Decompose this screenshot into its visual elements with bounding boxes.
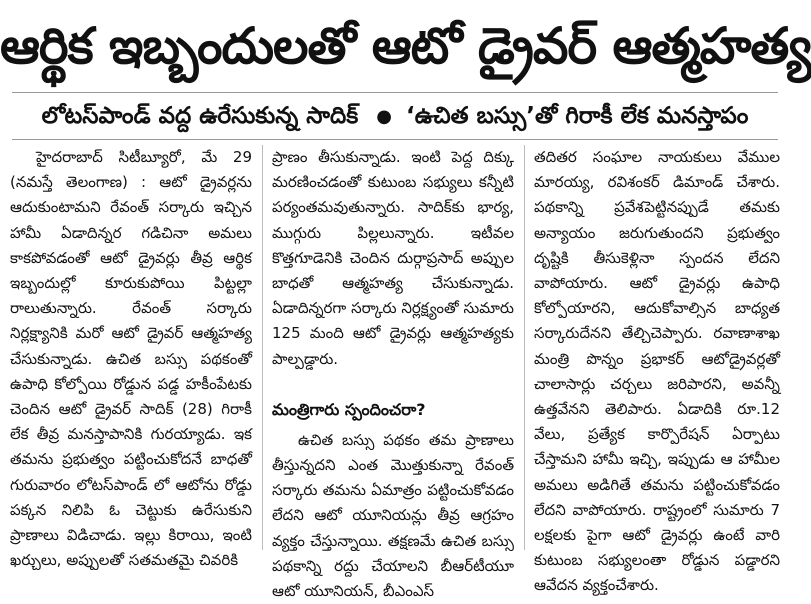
column-divider xyxy=(262,145,263,550)
column-2-paragraph-2: ఉచిత బస్సు పథకం తమ ప్రాణాలు తీస్తున్నదని ఎంత మొత్తుకున్నా రేవంత్ సర్కారు తమను ఏమాత్రం పట్టించుకోవడం లేదని ఆటో యూనియన్లు తీవ్ర ఆగ్రహం వ్యక్తం చేస్తున్నాయి. తక్షణమే ఉచిత బస్సు పథకాన్ని రద్దు చేయాలని బీఆర్‌టీయూ ఆటో యూనియన్, బీఎంఎస్ xyxy=(272,430,514,601)
column-2 xyxy=(272,145,514,601)
column-3 xyxy=(534,145,780,595)
column-1-paragraph: హైదరాబాద్ సిటీబ్యూరో, మే 29 (నమస్తే తెలంగాణ) : ఆటో డ్రైవర్లను ఆదుకుంటామని రేవంత్ సర్కారు ఇచ్చిన హామీ ఏడాదిన్నర గడిచినా అమలు కాకపోవడంతో ఆటో డ్రైవర్లు తీవ్ర ఆర్థిక ఇబ్బందుల్లో కూరుకుపోయి పిట్టల్లా రాలుతున్నారు. రేవంత్ సర్కారు నిర్లక్ష్యానికి మరో ఆటో డ్రైవర్ ఆత్మహత్య చేసుకున్నాడు. ఉచిత బస్సు పథకంతో ఉపాధి కోల్పోయి రోడ్డున పడ్డ హకీంపేటకు చెందిన ఆటో డ్రైవర్ సాదిక్ (28) గిరాకీ లేక తీవ్ర మనస్తాపానికి గురయ్యాడు. ఇక తమను ప్రభుత్వం పట్టించుకోదనే బాధతో గురువారం లోటస్‌పాండ్ లో ఆటోను రోడ్డు పక్కన నిలిపి ఓ చెట్టుకు ఉరేసుకుని ప్రాణాలు విడిచాడు. ఇల్లు కిరాయి, ఇంటి ఖర్చులు, అప్పులతో సతమతమై చివరికి xyxy=(10,148,252,570)
column-2-paragraph-1: ప్రాణం తీసుకున్నాడు. ఇంటి పెద్ద దిక్కు మరణించడంతో కుటుంబ సభ్యులు కన్నీటి పర్యంతమవుతున్నారు. సాదిక్‌కు భార్య, ముగ్గురు పిల్లలున్నారు. ఇటీవల కొత్తగూడెనికి చెందిన దుర్గాప్రసాద్ అప్పుల బాధతో ఆత్మహత్య చేసుకున్నాడు. ఏడాదిన్నరగా సర్కారు నిర్లక్ష్యంతో సుమారు 125 మంది ఆటో డ్రైవర్లు ఆత్మహత్యకు పాల్పడ్డారు. xyxy=(272,148,514,368)
column-1 xyxy=(10,145,252,570)
subhead-rule xyxy=(12,139,778,140)
article-body xyxy=(10,145,782,601)
headline: ఆర్థిక ఇబ్బందులతో ఆటో డ్రైవర్ ఆత్మహత్య xyxy=(0,17,811,75)
subhead-left: లోటస్‌పాండ్ వద్ద ఉరేసుకున్న సాదిక్ xyxy=(41,103,359,129)
top-rule xyxy=(12,92,778,93)
section-subheading: మంత్రిగారు స్పందించరా? xyxy=(272,399,426,419)
column-3-paragraph: తదితర సంఘాల నాయకులు వేముల మారయ్య, రవిశంకర్ డిమాండ్ చేశారు. పథకాన్ని ప్రవేశపెట్టినప్పుడే తమకు అన్యాయం జరుగుతుందని ప్రభుత్వం దృష్టికి తీసుకెళ్లినా స్పందన లేదని వాపోయారు. ఆటో డ్రైవర్లు ఉపాధి కోల్పోయారని, ఆదుకోవాల్సిన బాధ్యత సర్కారుదేనని తేల్చిచెప్పారు. రవాణాశాఖ మంత్రి పొన్నం ప్రభాకర్ ఆటోడ్రైవర్లతో చాలాసార్లు చర్చలు జరిపారని, అవన్నీ ఉత్తవేనని తెలిపారు. ఏడాదికి రూ.12 వేలు, ప్రత్యేక కార్పొరేషన్ ఏర్పాటు చేస్తామని హామీ ఇచ్చి, ఇప్పుడు ఆ హామీల అమలు అడిగితే తమను పట్టించుకోవడం లేదని వాపోయారు. రాష్ట్రంలో సుమారు 7 లక్షలకు పైగా ఆటో డ్రైవర్లు ఉంటే వారి కుటుంబ సభ్యులంతా రోడ్డున పడ్డారని ఆవేదన వ్యక్తంచేశారు. xyxy=(534,148,780,595)
column-divider xyxy=(524,145,525,550)
subheadline xyxy=(0,96,790,136)
bullet-icon: ● xyxy=(376,105,392,127)
subhead-right: ‘ఉచిత బస్సు’తో గిరాకీ లేక మనస్తాపం xyxy=(405,103,749,129)
